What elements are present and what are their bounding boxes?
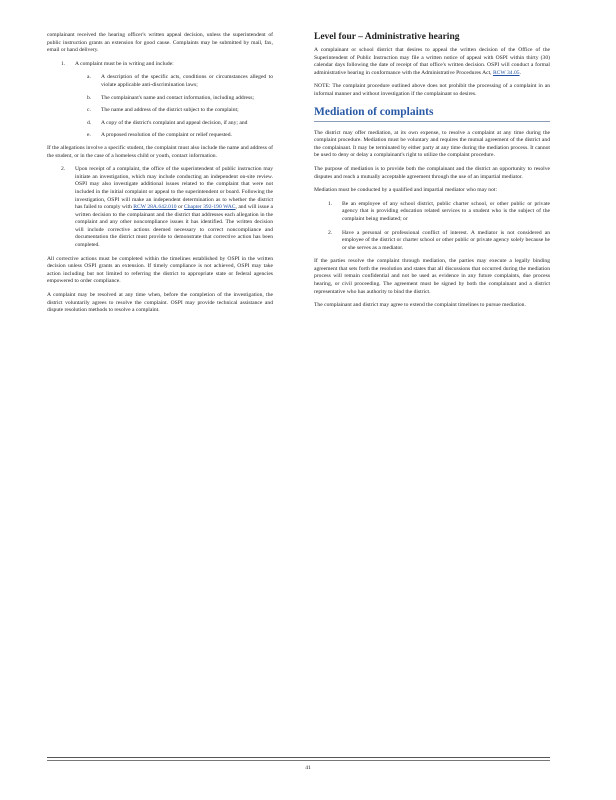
sub-letter: d.: [87, 119, 92, 126]
numbered-list: [61, 61, 273, 140]
list-item-text: A complaint must be in writing and include:: [75, 60, 174, 67]
numbered-list-2: [61, 166, 273, 250]
admin-hearing-paragraph: [314, 47, 550, 77]
sub-item-text: The name and address of the district subject to the complaint;: [101, 107, 239, 114]
mediation-paragraph-1: The district may offer mediation, at its own expense, to resolve a complaint at any time during the complaint procedure. Mediation must be voluntary and requires the mutual agreement of the district and the complainant. It may be terminated by either party at any time during the mediation process. It cannot be used to deny or delay a complainant's right to utilize the complaint procedure.: [314, 129, 550, 159]
admin-end: .: [519, 69, 521, 76]
mediation-paragraph-2: The purpose of mediation is to provide both the complainant and the district an opportunity to resolve disputes and reach a mutually acceptable agreement through the use of an impartial mediator.: [314, 165, 550, 180]
wac-chapter-link[interactable]: Chapter 392-190 WAC: [184, 204, 236, 211]
list-number: 2.: [61, 166, 66, 173]
mediation-paragraph-4: If the parties resolve the complaint through mediation, the parties may execute a legally binding agreement that sets forth the resolution and states that all discussions that occurred during the mediation process will remain confidential and not be used as evidence in any future complaints, due process hearing, or civil proceeding. The agreement must be signed by both the complainant and a district representative who has authority to bind the district.: [314, 258, 550, 295]
decision-text: , and will issue a written decision to the complainant and the district that addresses each allegation in the complaint and any other noncompliance issues it has identified. The written decision will include corrective actions deemed necessary to correct noncompliance and documentation the district must provide to demonstrate that corrective action has been completed.: [75, 204, 273, 249]
mediation-heading: Mediation of complaints: [314, 105, 434, 118]
mediator-item-1: [328, 201, 550, 224]
rcw-28a-link[interactable]: RCW 28A.642.010: [133, 204, 177, 211]
footer-rule-thin: [47, 760, 550, 761]
sub-item-a: [87, 74, 273, 89]
corrective-actions-paragraph: All corrective actions must be completed within the timelines established by OSPI in the written decision unless OSPI grants an extension. If timely compliance is not achieved, OSPI may take action including but not limited to referring the district to appropriate state or federal agencies empowered to order compliance.: [47, 255, 273, 285]
sub-letter: e.: [87, 132, 91, 139]
footer-rule: [47, 757, 550, 758]
sub-item-text: A proposed resolution of the complaint or relief requested.: [101, 132, 232, 139]
mediation-paragraph-3: Mediation must be conducted by a qualified and impartial mediator who may not:: [314, 187, 497, 194]
or-text: or: [176, 204, 185, 211]
resolution-paragraph: A complaint may be resolved at any time when, before the completion of the investigation, the district voluntarily agrees to resolve the complaint. OSPI may provide technical assistance and dispute resolution methods to resolve a complaint.: [47, 292, 273, 314]
investigation-text: Upon receipt of a complaint, the office of the superintendent of public instruction may initiate an investigation, which may include conducting an independent on-site review. OSPI may also investigate additional issues related to the complaint that were not included in the initial complaint or appeal to the superintendent or board. Following the investigation, OSPI will make an independent determination as to whether the district has failed to comply with: [75, 166, 273, 211]
allegations-paragraph: If the allegations involve a specific student, the complaint must also include the name and address of the student, or in the case of a homeless child or youth, contact information.: [47, 144, 273, 159]
level-four-heading: Level four – Administrative hearing: [314, 32, 460, 42]
sub-item-c: [87, 107, 273, 115]
list-item-1: [61, 61, 273, 69]
intro-paragraph: complainant received the hearing officer's written appeal decision, unless the superintendent of public instruction grants an extension for good cause. Complaints may be submitted by mail, fax, email or hand delivery.: [47, 32, 273, 54]
sub-item-text: A copy of the district's complaint and appeal decision, if any; and: [101, 119, 248, 126]
rcw-34-05-link[interactable]: RCW 34.05: [492, 69, 520, 76]
sub-item-b: [87, 95, 273, 103]
mediator-item-2: [328, 230, 550, 253]
sub-item-text: The complainant's name and contact information, including address;: [101, 94, 254, 101]
sub-item-d: [87, 120, 273, 128]
list-item-2: [61, 166, 273, 250]
sub-item-text: A description of the specific acts, conditions or circumstances alleged to violate applicable anti-discrimination laws;: [101, 74, 273, 88]
right-column: [314, 32, 550, 316]
admin-hearing-text: A complainant or school district that desires to appeal the written decision of the Office of the Superintendent of Public Instruction may file a written notice of appeal with OSPI within thirty (30) calendar days following the date of receipt of that office's written decision. OSPI will conduct a formal administrative hearing in conformance with the Administrative Procedures Act,: [314, 47, 550, 76]
list-item-text: Have a personal or professional conflict of interest. A mediator is not considered an employee of the district or charter school or other public or private agency solely because he or she serves as a mediator.: [342, 229, 550, 251]
left-column: [47, 32, 273, 321]
sub-letter: c.: [87, 107, 91, 114]
list-number: 2.: [328, 229, 333, 236]
sub-list: [87, 74, 273, 140]
list-number: 1.: [61, 60, 66, 67]
list-item-text: Be an employee of any school district, public charter school, or other public or private agency that is providing education related services to a student who is the subject of the complaint being mediated; or: [342, 200, 550, 222]
list-number: 1.: [328, 200, 333, 207]
note-paragraph: NOTE: The complaint procedure outlined above does not prohibit the processing of a complaint in an informal manner and without investigation if the complainant so desires.: [314, 83, 550, 97]
sub-letter: b.: [87, 94, 92, 101]
sub-item-e: [87, 132, 273, 140]
heading-divider: [314, 121, 550, 122]
sub-letter: a.: [87, 74, 91, 81]
list-item-text: [75, 166, 273, 250]
mediation-paragraph-5: The complainant and district may agree to extend the complaint timelines to pursue mediation.: [314, 302, 526, 309]
mediator-list: [328, 201, 550, 253]
page-number: 41: [305, 765, 311, 771]
